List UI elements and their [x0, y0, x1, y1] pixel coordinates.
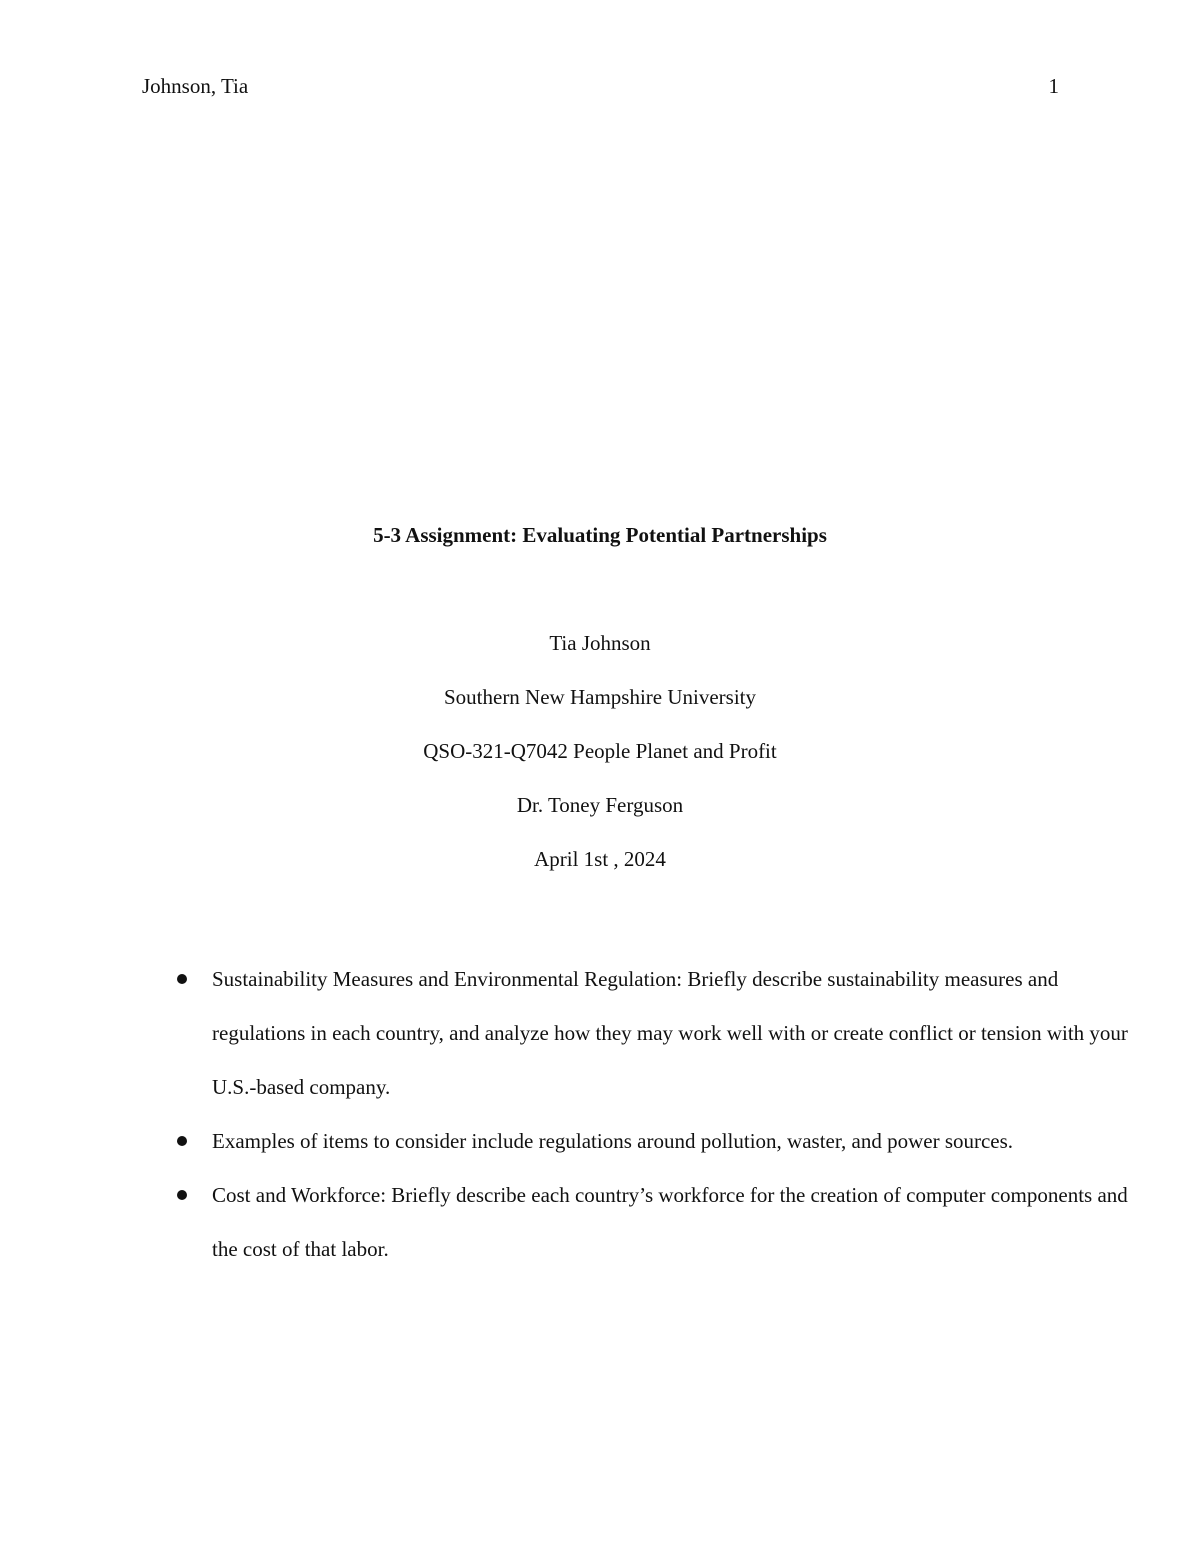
running-head: Johnson, Tia	[142, 74, 249, 98]
institution-name: Southern New Hampshire University	[443, 685, 757, 709]
course-name: QSO-321-Q7042 People Planet and Profit	[423, 739, 777, 763]
list-item	[175, 952, 1135, 1114]
list-item	[175, 1168, 1135, 1276]
list-item-text: Cost and Workforce: Briefly describe each country’s workforce for the creation of computer components and the cost of that labor.	[212, 1183, 1128, 1261]
instructor-name: Dr. Toney Ferguson	[516, 793, 684, 817]
paper-title: 5-3 Assignment: Evaluating Potential Partnerships	[373, 523, 827, 547]
bullet-icon	[177, 1190, 187, 1200]
list-item	[175, 1114, 1135, 1168]
bullet-icon	[177, 974, 187, 984]
page-number: 1	[1048, 74, 1059, 98]
bullet-icon	[177, 1136, 187, 1146]
submission-date: April 1st , 2024	[534, 847, 666, 871]
author-info	[0, 628, 1200, 898]
list-item-text: Examples of items to consider include regulations around pollution, waster, and power sources.	[212, 1129, 1014, 1153]
list-item-text: Sustainability Measures and Environmental Regulation: Briefly describe sustainability measures and regulations in each country, and analyze how they may work well with or create conflict or tension with your U.S.-based company.	[212, 967, 1128, 1099]
author-name: Tia Johnson	[549, 631, 651, 655]
bullet-list	[175, 952, 1135, 1276]
title-block	[0, 520, 1200, 550]
